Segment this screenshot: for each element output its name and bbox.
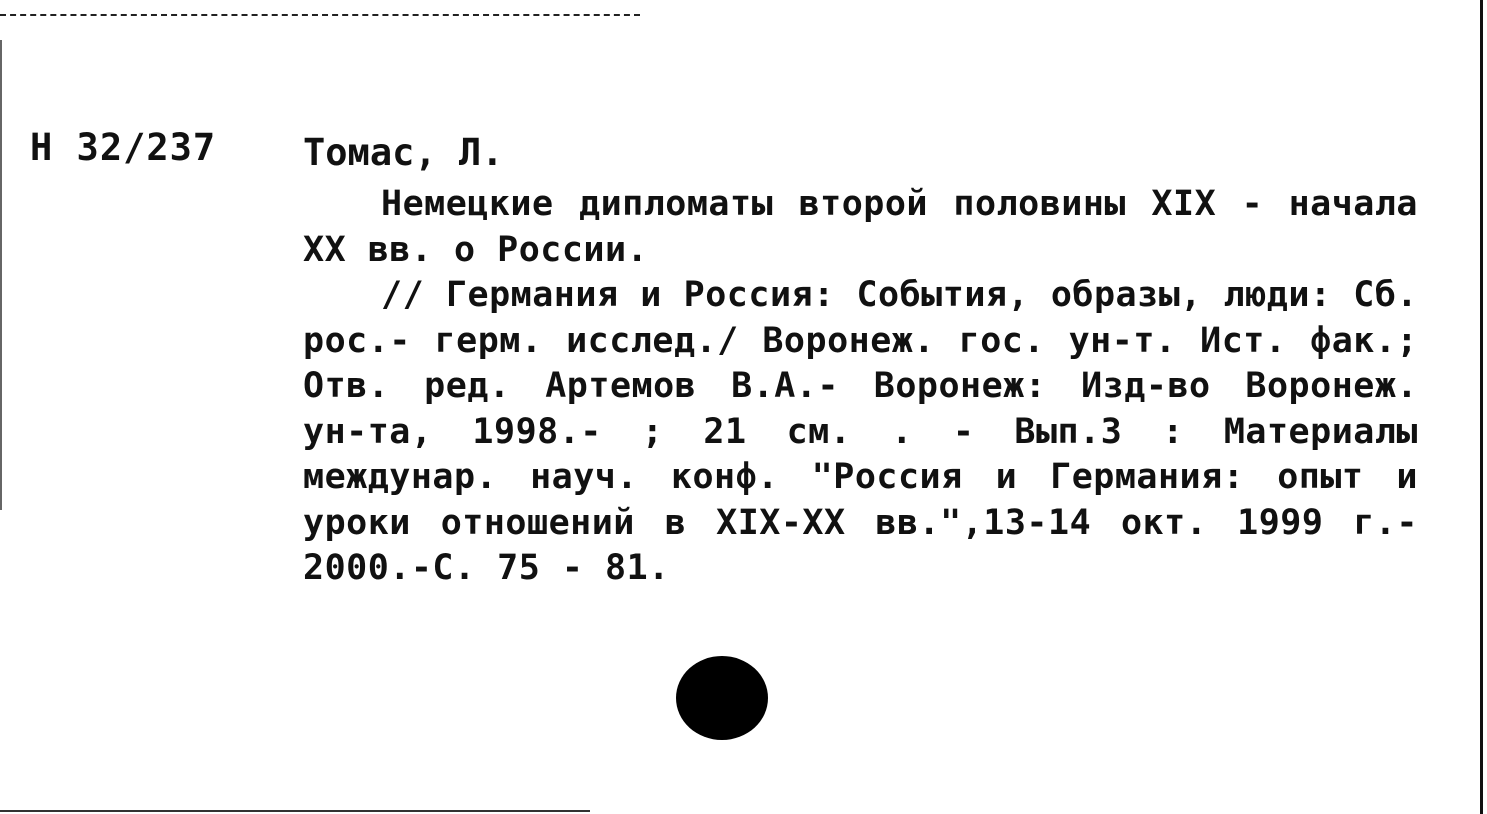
author-name: Томас, Л. [303,131,504,174]
title-paragraph: Немецкие дипломаты второй половины XIX - начала XX вв. о России. [303,184,1418,270]
card-right-edge [1480,0,1483,814]
card-top-edge [0,14,640,16]
card-left-edge [0,40,2,510]
bibliographic-description [303,182,1418,592]
card-bottom-edge [0,810,590,812]
source-paragraph: // Германия и Россия: События, образы, люди: Сб. рос.- герм. исслед./ Воронеж. гос. ун-т. Ист. фак.; Отв. ред. Артемов В.А.- Воронеж: Изд-во Воронеж. ун-та, 1998.- ; 21 см. . - Вып.3 : Материалы междунар. науч. конф. "Россия и Германия: опыт и уроки отношений в XIX-XX вв.",13-14 окт. 1999 г.- 2000.-С. 75 - 81. [303,275,1418,588]
punch-hole [676,656,768,740]
shelfmark: Н 32/237 [30,126,217,169]
